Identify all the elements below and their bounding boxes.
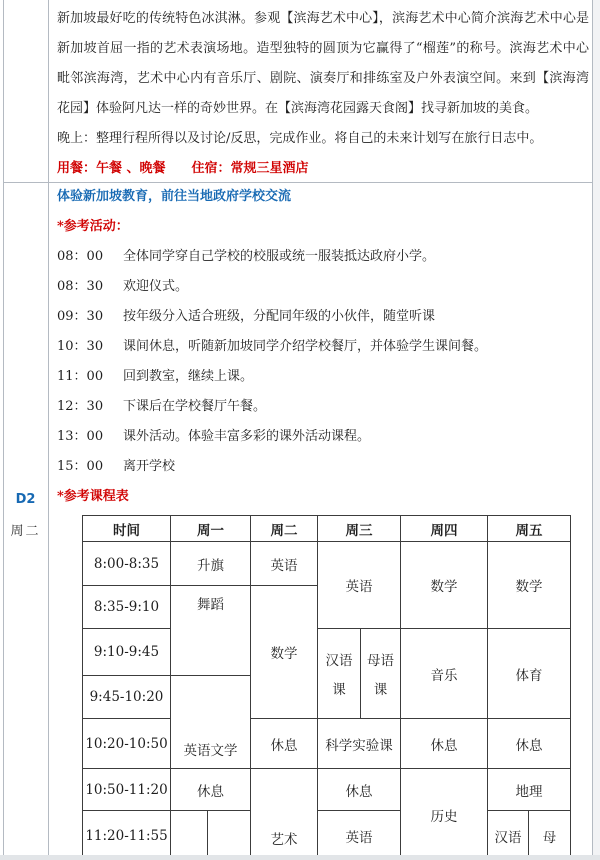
timetable-cell: 汉语课 xyxy=(318,629,361,719)
timetable-cell: 数学 xyxy=(488,542,571,629)
activity-item xyxy=(57,302,589,332)
evening-note: 晚上：整理行程所得以及讨论/反思，完成作业。将自己的未来计划写在旅行日志中。 xyxy=(57,131,543,146)
header-wednesday: 周三 xyxy=(318,516,401,542)
time-slot: 8:35-9:10 xyxy=(83,586,171,629)
header-time: 时间 xyxy=(83,516,171,542)
day-code-label: D2 xyxy=(15,492,36,507)
header-monday: 周一 xyxy=(171,516,251,542)
timetable-cell: 英语文学 xyxy=(171,676,251,769)
page-right-margin xyxy=(593,0,600,860)
activity-time: 15：00 xyxy=(57,459,104,474)
timetable-row xyxy=(83,542,571,586)
activity-text: 下课后在学校餐厅午餐。 xyxy=(123,399,267,414)
time-slot: 9:10-9:45 xyxy=(83,629,171,676)
activity-item xyxy=(57,452,589,482)
activity-time: 13：00 xyxy=(57,429,104,444)
activity-text: 按年级分入适合班级，分配同年级的小伙伴，随堂听课 xyxy=(123,309,436,324)
activity-text: 全体同学穿自己学校的校服或统一服装抵达政府小学。 xyxy=(123,249,436,264)
timetable-cell: 升旗 xyxy=(171,542,251,586)
timetable-cell: 数学 xyxy=(401,542,488,629)
timetable-cell-empty xyxy=(171,811,208,860)
activity-text: 欢迎仪式。 xyxy=(123,279,189,294)
timetable-cell: 休息 xyxy=(401,719,488,769)
header-friday: 周五 xyxy=(488,516,571,542)
activities-title: *参考活动： xyxy=(57,219,129,234)
activity-time: 10：30 xyxy=(57,339,104,354)
timetable-cell: 汉语 xyxy=(488,811,529,860)
timetable-cell: 休息 xyxy=(318,769,401,811)
timetable-row xyxy=(83,769,571,811)
time-slot: 8:00-8:35 xyxy=(83,542,171,586)
activity-text: 回到教室，继续上课。 xyxy=(123,369,254,384)
day-name-label: 周二 xyxy=(10,524,41,539)
day-column-divider xyxy=(48,0,49,855)
header-thursday: 周四 xyxy=(401,516,488,542)
timetable-row xyxy=(83,719,571,769)
hotel-label: 住宿：常规三星酒店 xyxy=(191,161,309,176)
day2-school-exchange-section xyxy=(57,182,589,512)
timetable-cell: 音乐 xyxy=(401,629,488,719)
timetable-cell: 历史 xyxy=(401,769,488,860)
timetable-cell: 英语 xyxy=(318,542,401,629)
course-timetable xyxy=(82,515,571,860)
timetable-cell: 休息 xyxy=(251,719,318,769)
timetable-row xyxy=(83,811,571,860)
timetable-title: *参考课程表 xyxy=(57,489,129,504)
meals-label: 用餐：午餐 、晚餐 xyxy=(57,161,166,176)
activity-time: 11：00 xyxy=(57,369,104,384)
section-heading: 体验新加坡教育，前往当地政府学校交流 xyxy=(57,189,292,204)
timetable-cell: 科学实验课 xyxy=(318,719,401,769)
time-slot: 10:50-11:20 xyxy=(83,769,171,811)
timetable-cell: 母 xyxy=(529,811,571,860)
timetable-cell: 英语 xyxy=(318,811,401,860)
timetable-row xyxy=(83,629,571,676)
activity-time: 09：30 xyxy=(57,309,104,324)
timetable-cell: 数学 xyxy=(251,586,318,719)
time-slot: 10:20-10:50 xyxy=(83,719,171,769)
timetable-cell: 英语 xyxy=(251,542,318,586)
timetable-cell-empty xyxy=(208,811,251,860)
timetable-cell: 母语课 xyxy=(361,629,401,719)
time-slot: 11:20-11:55 xyxy=(83,811,171,860)
activity-time: 08：30 xyxy=(57,279,104,294)
timetable-cell: 休息 xyxy=(488,719,571,769)
time-slot: 9:45-10:20 xyxy=(83,676,171,719)
activity-time: 12：30 xyxy=(57,399,104,414)
activity-item xyxy=(57,422,589,452)
activity-item xyxy=(57,392,589,422)
activity-item xyxy=(57,332,589,362)
timetable-cell: 体育 xyxy=(488,629,571,719)
activity-item xyxy=(57,242,589,272)
timetable-cell: 舞蹈 xyxy=(171,586,251,676)
timetable-cell: 艺术 xyxy=(251,769,318,860)
activity-text: 离开学校 xyxy=(123,459,176,474)
viewport-bottom-edge xyxy=(0,855,600,860)
header-tuesday: 周二 xyxy=(251,516,318,542)
itinerary-paragraph: 新加坡最好吃的传统特色冰淇淋。参观【滨海艺术中心】，滨海艺术中心简介滨海艺术中心是新加坡首屈一指的艺术表演场地。造型独特的圆顶为它赢得了“榴莲”的称号。滨海艺术中心毗邻滨海湾，艺术中心内有音乐厅、剧院、演奏厅和排练室及户外表演空间。来到【滨海湾花园】体验阿凡达一样的奇妙世界。在【滨海湾花园露天食阁】找寻新加坡的美食。 xyxy=(57,11,589,116)
meals-and-hotel-line xyxy=(57,154,589,184)
timetable-header-row xyxy=(83,516,571,542)
activity-item xyxy=(57,362,589,392)
outer-table-left-border xyxy=(3,0,4,855)
timetable-cell: 休息 xyxy=(171,769,251,811)
activity-time: 08：00 xyxy=(57,249,104,264)
activity-text: 课间休息，听随新加坡同学介绍学校餐厅，并体验学生课间餐。 xyxy=(123,339,488,354)
timetable-cell: 地理 xyxy=(488,769,571,811)
activity-text: 课外活动。体验丰富多彩的课外活动课程。 xyxy=(123,429,371,444)
day1-description-section xyxy=(57,4,589,184)
activity-item xyxy=(57,272,589,302)
